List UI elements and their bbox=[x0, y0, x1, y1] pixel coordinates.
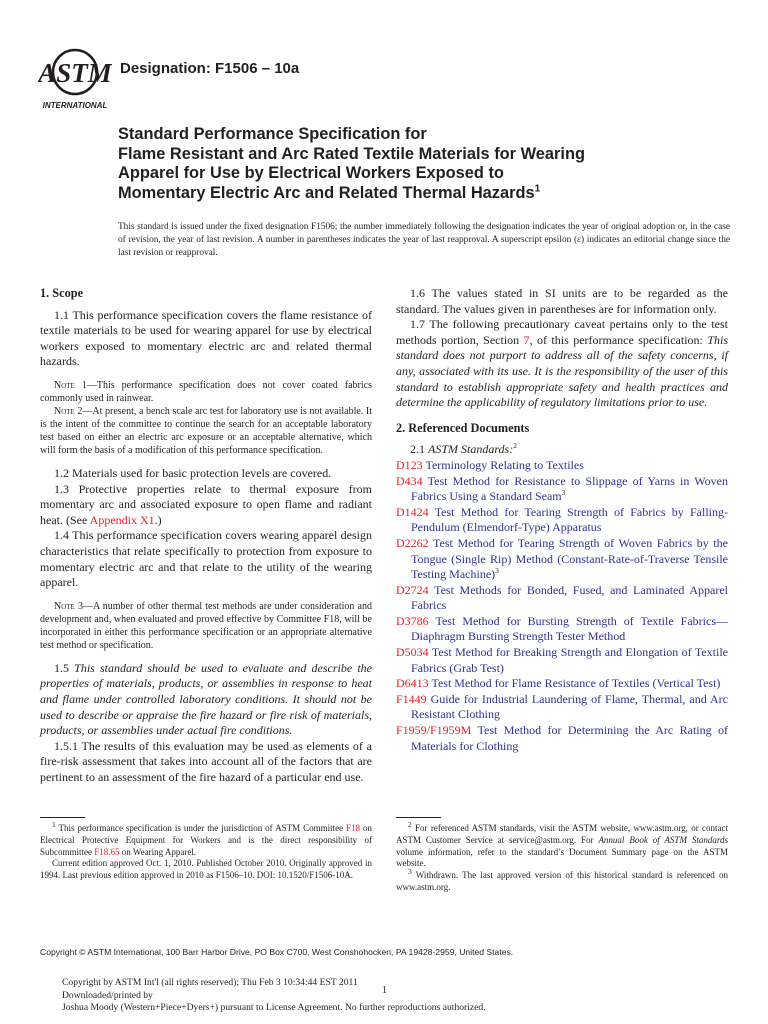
reference-item bbox=[396, 458, 728, 474]
astm-standards-label bbox=[396, 442, 728, 458]
reference-item bbox=[396, 536, 728, 583]
reference-item bbox=[396, 676, 728, 692]
note-1-text: 1—This performance specification does not cover coated fabrics commonly used in rainwear. bbox=[40, 379, 372, 404]
footnote-2-end: volume information, refer to the standard’s Document Summary page on the ASTM website. bbox=[396, 846, 728, 869]
para-1-5 bbox=[40, 661, 372, 739]
footnotes-right bbox=[396, 817, 728, 894]
footnote-rule-right bbox=[396, 817, 441, 818]
reference-item bbox=[396, 614, 728, 645]
note-3-label: Note bbox=[54, 600, 75, 612]
footnote-2-mark: 2 bbox=[408, 820, 412, 829]
reference-code-link[interactable]: D3786 bbox=[396, 613, 429, 628]
reference-list bbox=[396, 458, 728, 754]
reference-item bbox=[396, 583, 728, 614]
reference-title-link[interactable]: Test Method for Bursting Strength of Textile Fabrics—Diaphragm Bursting Strength Tester Method bbox=[411, 613, 728, 644]
para-1-1: 1.1 This performance specification covers the flame resistance of textile materials to be used for wearing apparel for use by electrical workers exposed to momentary electric arc and related thermal hazards. bbox=[40, 307, 372, 369]
reference-code-link[interactable]: D123 bbox=[396, 457, 423, 472]
logo-subtext: INTERNATIONAL bbox=[42, 101, 108, 110]
title-line-3: Apparel for Use by Electrical Workers Exposed to bbox=[118, 164, 504, 182]
reference-title-link[interactable]: Guide for Industrial Laundering of Flame, Thermal, and Arc Resistant Clothing bbox=[411, 691, 728, 722]
note-2-text: 2—At present, a bench scale arc test for laboratory use is not available. It is the intent of the committee to continue the search for an acceptable laboratory test based on either an electric arc exposure or an acceptable alternative, which will form the basis of a modification of this performance specification. bbox=[40, 405, 372, 456]
reference-code-link[interactable]: F1449 bbox=[396, 691, 427, 706]
page-number: 1 bbox=[382, 985, 387, 996]
reference-code-link[interactable]: D6413 bbox=[396, 676, 429, 691]
reference-item bbox=[396, 692, 728, 723]
astm-logo bbox=[38, 46, 112, 112]
section-7-link[interactable]: 7 bbox=[523, 332, 530, 347]
para-1-3 bbox=[40, 482, 372, 529]
issued-statement: This standard is issued under the fixed designation F1506; the number immediately following the designation indicates the year of original adoption or, in the case of revision, the year of last revision. A number in parentheses indicates the year of last reapproval. A superscript epsilon (ε) indicates an editorial change since the last revision or reapproval. bbox=[118, 222, 730, 258]
footnote-1-end: on Wearing Apparel. bbox=[119, 846, 197, 857]
para-1-7 bbox=[396, 317, 728, 411]
footnote-2 bbox=[396, 820, 728, 870]
committee-f18-link[interactable]: F18 bbox=[346, 823, 361, 833]
reference-title-link[interactable]: Test Methods for Bonded, Fused, and Laminated Apparel Fabrics bbox=[411, 582, 728, 613]
reference-title-link[interactable]: Test Method for Breaking Strength and Elongation of Textile Fabrics (Grab Test) bbox=[411, 645, 728, 675]
para-1-2: 1.2 Materials used for basic protection levels are covered. bbox=[54, 465, 332, 480]
para-1-7-mid: , of this performance specification: bbox=[529, 332, 708, 347]
document-title bbox=[118, 125, 718, 203]
title-line-1: Standard Performance Specification for bbox=[118, 125, 427, 143]
note-1-label: Note bbox=[54, 379, 75, 391]
note-3 bbox=[40, 600, 372, 652]
note-2 bbox=[40, 405, 372, 457]
reference-item bbox=[396, 505, 728, 536]
reference-item bbox=[396, 723, 728, 754]
reference-footnote-mark: 3 bbox=[495, 566, 499, 576]
para-1-6: 1.6 The values stated in SI units are to be regarded as the standard. The values given in parentheses are for information only. bbox=[396, 286, 728, 316]
astm-label-sup: 2 bbox=[513, 441, 517, 451]
reference-title-link[interactable]: Terminology Relating to Textiles bbox=[422, 457, 584, 472]
footnote-1-mid: on Electrical Protective Equipment for Workers and is the direct responsibility of Subcommittee bbox=[40, 823, 373, 857]
footnote-1-mark: 1 bbox=[52, 820, 56, 829]
footer-line-2: Downloaded/printed by bbox=[62, 989, 153, 1001]
footnote-1 bbox=[40, 820, 373, 858]
para-1-5-1: 1.5.1 The results of this evaluation may be used as elements of a fire-risk assessment that takes into account all of the factors that are pertinent to an assessment of the fire hazard of a particular end use. bbox=[40, 738, 372, 784]
astm-logo-mark bbox=[38, 46, 112, 112]
footnote-rule-left bbox=[40, 817, 85, 818]
reference-code-link[interactable]: D1424 bbox=[396, 504, 429, 519]
footnote-3-text: Withdrawn. The last approved version of this historical standard is referenced on www.astm.org. bbox=[396, 870, 728, 892]
astm-label-text: ASTM Standards: bbox=[428, 442, 514, 457]
subcommittee-f18-65-link[interactable]: F18.65 bbox=[94, 846, 120, 857]
reference-code-link[interactable]: D434 bbox=[396, 473, 423, 488]
right-column bbox=[396, 286, 728, 754]
reference-title-link[interactable]: Test Method for Tearing Strength of Woven Fabrics by the Tongue (Single Rip) Method (Constant-Rate-of-Traverse Tensile Testing Machine) bbox=[411, 535, 728, 582]
footnote-1-text: This performance specification is under the jurisdiction of ASTM Committee bbox=[55, 823, 347, 833]
appendix-x1-link[interactable]: Appendix X1 bbox=[89, 512, 155, 527]
title-line-2: Flame Resistant and Arc Rated Textile Materials for Wearing bbox=[118, 144, 585, 163]
download-footer bbox=[62, 977, 622, 1015]
title-line-4 bbox=[118, 184, 718, 204]
para-1-3-text: 1.3 Protective properties relate to thermal exposure from momentary arc and associated exposure to open flame and radiant heat. (See bbox=[40, 481, 372, 527]
para-1-5-num: 1.5 bbox=[54, 660, 75, 675]
note-1 bbox=[40, 379, 372, 405]
footer-line-1: Copyright by ASTM Int'l (all rights reserved); Thu Feb 3 10:34:44 EST 2011 bbox=[62, 977, 358, 988]
left-column bbox=[40, 286, 372, 785]
footnote-1-edition: Current edition approved Oct. 1, 2010. Published October 2010. Originally approved in 1994. Last previous edition approved in 2010 as F1506–10. DOI: 10.1520/F1506-10A. bbox=[40, 858, 372, 881]
para-1-7-caveat: This standard does not purport to address all of the safety concerns, if any, associated with its use. It is the responsibility of the user of this standard to establish appropriate safety and health practices and determine the applicability of regulatory limitations prior to use. bbox=[396, 332, 728, 410]
reference-footnote-mark: 3 bbox=[561, 488, 566, 498]
astm-label-num: 2.1 bbox=[410, 442, 428, 457]
reference-code-link[interactable]: D2262 bbox=[396, 535, 429, 550]
para-1-7-text: 1.7 The following precautionary caveat pertains only to the test methods portion, Section bbox=[396, 317, 728, 347]
reference-item bbox=[396, 645, 728, 676]
title-line-4-text: Momentary Electric Arc and Related Thermal Hazards bbox=[118, 183, 535, 202]
para-1-3-end: .) bbox=[154, 512, 162, 527]
reference-title-link[interactable]: Test Method for Flame Resistance of Textiles (Vertical Test) bbox=[428, 676, 721, 691]
title-footnote-mark: 1 bbox=[534, 183, 541, 195]
reference-title-link[interactable]: Test Method for Resistance to Slippage of Yarns in Woven Fabrics Using a Standard Seam bbox=[411, 473, 728, 504]
scope-heading: 1. Scope bbox=[40, 286, 84, 300]
designation: Designation: F1506 – 10a bbox=[120, 60, 300, 77]
logo-letters: ASTM bbox=[38, 58, 112, 88]
note-3-text: 3—A number of other thermal test methods are under consideration and development and, when evaluated and proved effective by Committee F18, will be incorporated in either this performance specification or an appropriate alternative test method or specification. bbox=[40, 600, 372, 651]
copyright-line: Copyright © ASTM International, 100 Barr Harbor Drive, PO Box C700, West Conshohocken, PA 19428-2959, United States. bbox=[40, 947, 514, 957]
para-1-5-text: This standard should be used to evaluate and describe the properties of materials, products, or assemblies in response to heat and flame under controlled laboratory conditions. It should not be used to describe or appraise the fire hazard or fire risk of materials, products, or assemblies under actual fire conditions. bbox=[40, 660, 373, 738]
note-2-label: Note bbox=[54, 405, 75, 417]
reference-code-link[interactable]: F1959/F1959M bbox=[396, 723, 472, 738]
footnote-2-text: For referenced ASTM standards, visit the ASTM website, www.astm.org, or contact ASTM Customer Service at service@astm.org. For bbox=[396, 823, 728, 845]
reference-item bbox=[396, 474, 728, 505]
reference-title-link[interactable]: Test Method for Determining the Arc Rating of Materials for Clothing bbox=[411, 723, 728, 753]
reference-title-link[interactable]: Test Method for Tearing Strength of Fabrics by Falling-Pendulum (Elmendorf-Type) Apparatus bbox=[411, 504, 728, 535]
reference-code-link[interactable]: D5034 bbox=[396, 645, 429, 660]
footnote-2-italic: Annual Book of ASTM Standards bbox=[598, 834, 728, 845]
refs-heading: 2. Referenced Documents bbox=[396, 420, 530, 435]
footnote-3-mark: 3 bbox=[408, 867, 412, 877]
footnotes-left bbox=[40, 817, 372, 882]
para-1-4: 1.4 This performance specification covers wearing apparel design characteristics that relate specifically to protection from exposure to momentary electric arc and that relate to the utility of the wearing apparel. bbox=[40, 528, 372, 590]
reference-code-link[interactable]: D2724 bbox=[396, 582, 429, 597]
footer-line-3: Joshua Moody (Western+Piece+Dyers+) pursuant to License Agreement. No further reproductions authorized. bbox=[62, 1002, 486, 1014]
footnote-3 bbox=[396, 867, 728, 894]
